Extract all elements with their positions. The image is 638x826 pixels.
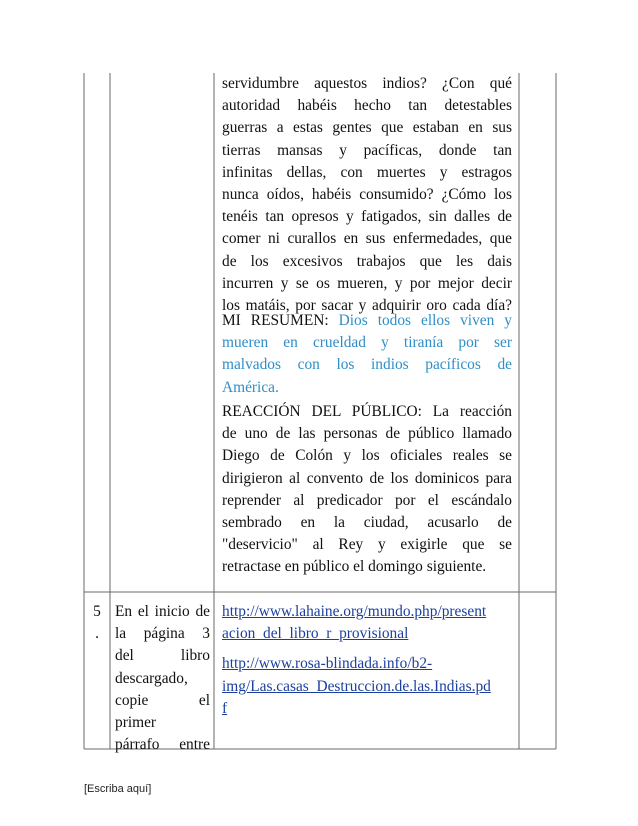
text-line: tierras mansas y pacíficas, donde tan <box>222 141 512 159</box>
text-line: autoridad habéis hecho tan detestables <box>222 97 512 115</box>
row-number-digit: 5 <box>93 603 101 620</box>
text-line: tenéis tan opresos y fatigados, sin dalles de <box>222 208 512 226</box>
reaccion-line: dirigieron al convento de los dominicos para <box>222 469 512 487</box>
links-cell <box>222 601 512 720</box>
text-line: incurren y se os mueren, y por mejor decir <box>222 274 512 292</box>
row-number-dot: . <box>95 625 99 643</box>
reaccion-line: retractase en público el domingo siguiente. <box>222 558 487 576</box>
rosa-blindada-link[interactable] <box>222 653 512 720</box>
link-line: acion_del_libro_r_provisional <box>222 625 409 643</box>
reaccion-line: REACCIÓN DEL PÚBLICO: La reacción <box>222 403 512 420</box>
reaccion-line: Diego de Colón y los oficiales reales se <box>222 447 512 465</box>
row-number <box>87 601 107 645</box>
text-line: guerras a estas gentes que estaban en sus <box>222 119 512 137</box>
instruction-line: párrafo entre <box>115 736 210 754</box>
quote-paragraph <box>222 73 512 317</box>
text-line: infinitas dellas, con muertes y estragos <box>222 163 512 181</box>
page-footer: [Escriba aquí] <box>84 783 152 795</box>
text-line: los matáis, por sacar y adquirir oro cada día? <box>222 297 512 315</box>
link-line: http://www.rosa-blindada.info/b2- <box>222 655 433 673</box>
link-line: http://www.lahaine.org/mundo.php/present <box>222 603 487 620</box>
reaccion-line: "deservicio" al Rey y exigirle que se <box>222 536 512 554</box>
resumen-line: malvados con los indios pacíficos de <box>222 356 512 374</box>
resumen-line: mueren en crueldad y tiranía por ser <box>222 334 512 352</box>
mi-resumen-paragraph <box>222 310 512 399</box>
instruction-line: primer <box>115 714 157 732</box>
instruction-line: En el inicio de <box>115 603 210 620</box>
resumen-label: MI RESUMEN: <box>222 312 329 329</box>
text-line: servidumbre aquestos indios? ¿Con qué <box>222 75 512 92</box>
resumen-line: América. <box>222 378 279 396</box>
instruction-line: copie el <box>115 691 210 709</box>
instruction-line: del libro <box>115 647 210 665</box>
resumen-first-line <box>222 310 512 332</box>
link-line: f <box>222 699 228 717</box>
link-line: img/Las.casas_Destruccion.de.las.Indias.pd <box>222 677 491 695</box>
text-line: comer ni curallos en sus enfermedades, que <box>222 230 512 248</box>
instruction-line: la página 3 <box>115 625 210 643</box>
reaccion-paragraph <box>222 401 512 579</box>
instruction-line: descargado, <box>115 669 188 687</box>
text-line: nunca oídos, habéis consumido? ¿Cómo los <box>222 186 512 204</box>
lahaine-link[interactable] <box>222 601 512 645</box>
text-line: de los excesivos trabajos que les dais <box>222 252 512 270</box>
resumen-text: Dios todos ellos viven y <box>338 312 512 329</box>
reaccion-line: sembrado en la ciudad, acusarlo de <box>222 514 512 532</box>
reaccion-line: de uno de las personas de público llamado <box>222 425 512 443</box>
instruction-cell <box>115 601 210 756</box>
reaccion-line: reprender al predicador por el escándalo <box>222 491 512 509</box>
